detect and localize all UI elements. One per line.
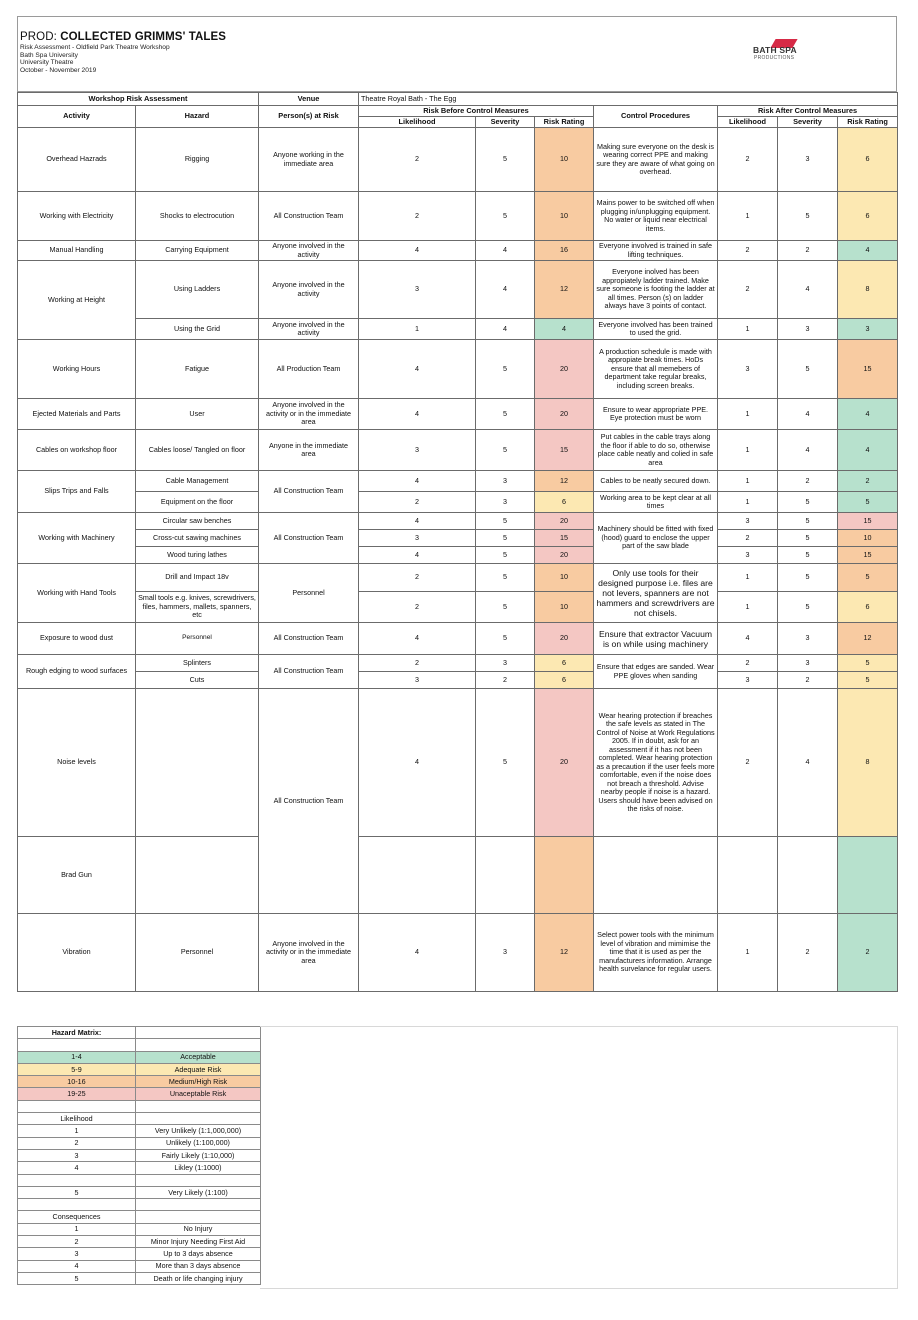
control-cell: Ensure that extractor Vacuum is on while using machinery	[594, 623, 718, 655]
table-row	[18, 530, 898, 547]
group-before: Risk Before Control Measures	[359, 106, 594, 117]
after-likelihood-cell: 2	[718, 655, 778, 672]
consequence-row: 1 No Injury	[18, 1223, 261, 1235]
control-cell: Put cables in the cable trays along the floor if able to do so, otherwise place cable neatly and colied in safe area	[594, 430, 718, 471]
activity-cell: Brad Gun	[18, 837, 136, 914]
before-severity-cell: 5	[476, 513, 535, 530]
hazard-cell: Splinters	[136, 655, 259, 672]
before-rating-cell: 12	[535, 471, 594, 492]
hazard-cell: Carrying Equipment	[136, 241, 259, 261]
control-cell: Mains power to be switched off when plugging in/unplugging equipment. No water or liquid near electrical items.	[594, 192, 718, 241]
activity-cell: Cables on workshop floor	[18, 430, 136, 471]
before-likelihood-cell: 4	[359, 241, 476, 261]
after-likelihood-cell: 2	[718, 689, 778, 837]
before-severity-cell: 5	[476, 399, 535, 430]
after-rating-cell: 6	[838, 192, 898, 241]
after-likelihood-cell: 2	[718, 261, 778, 319]
after-rating-cell: 8	[838, 689, 898, 837]
after-likelihood-cell: 3	[718, 340, 778, 399]
after-severity-cell: 3	[778, 655, 838, 672]
control-cell: Select power tools with the minimum level of vibration and mimimise the time that it is used as per the manufacturers information. Arrange health survelance for regular users.	[594, 914, 718, 992]
after-likelihood-cell: 1	[718, 914, 778, 992]
table-row	[18, 837, 898, 914]
band-label: Acceptable	[136, 1051, 261, 1063]
after-rating: Risk Rating	[838, 117, 898, 128]
before-likelihood-cell: 2	[359, 564, 476, 592]
control-cell: Ensure to wear appropriate PPE. Eye protection must be worn	[594, 399, 718, 430]
hazard-cell: Wood turing lathes	[136, 547, 259, 564]
activity-cell: Working Hours	[18, 340, 136, 399]
after-likelihood-cell: 2	[718, 530, 778, 547]
matrix-title: Hazard Matrix:	[18, 1027, 136, 1039]
table-row	[18, 192, 898, 241]
after-severity-cell: 2	[778, 914, 838, 992]
control-cell: Everyone inolved has been appropiately ladder trained. Make sure someone is footing the ladder at all times. Person (s) on ladder always have 3 points of contact.	[594, 261, 718, 319]
persons-cell: Anyone involved in the activity or in the immediate area	[259, 399, 359, 430]
before-likelihood-cell: 4	[359, 399, 476, 430]
after-likelihood-cell: 1	[718, 492, 778, 513]
consequence-row: 2 Minor Injury Needing First Aid	[18, 1236, 261, 1248]
after-severity-cell: 2	[778, 241, 838, 261]
hazard-cell: Personnel	[136, 914, 259, 992]
before-rating-cell: 20	[535, 513, 594, 530]
persons-cell: All Construction Team	[259, 513, 359, 564]
control-cell: Working area to be kept clear at all times	[594, 492, 718, 513]
persons-cell: All Construction Team	[259, 623, 359, 655]
after-severity-cell: 2	[778, 471, 838, 492]
after-severity-cell: 2	[778, 672, 838, 689]
consequence-row: 3 Up to 3 days absence	[18, 1248, 261, 1260]
col-control: Control Procedures	[594, 106, 718, 128]
activity-cell: Overhead Hazrads	[18, 128, 136, 192]
after-likelihood-cell: 1	[718, 592, 778, 623]
hazard-cell: Cables loose/ Tangled on floor	[136, 430, 259, 471]
persons-cell: Anyone involved in the activity	[259, 261, 359, 319]
hazard-cell: Circular saw benches	[136, 513, 259, 530]
col-hazard: Hazard	[136, 106, 259, 128]
likelihood-row: 3 Fairly Likely (1:10,000)	[18, 1149, 261, 1161]
before-rating-cell: 4	[535, 319, 594, 340]
header-line-2: Bath Spa University	[20, 51, 78, 59]
hazard-cell: Shocks to electrocution	[136, 192, 259, 241]
after-rating-cell: 2	[838, 471, 898, 492]
before-severity-cell: 5	[476, 530, 535, 547]
after-likelihood-cell: 1	[718, 430, 778, 471]
before-severity: Severity	[476, 117, 535, 128]
band-label: Adequate Risk	[136, 1063, 261, 1075]
after-likelihood-cell: 2	[718, 128, 778, 192]
production-title: PROD: COLLECTED GRIMMS' TALES	[20, 31, 227, 43]
before-severity-cell: 5	[476, 592, 535, 623]
after-rating-cell: 4	[838, 399, 898, 430]
hazard-cell: Equipment on the floor	[136, 492, 259, 513]
persons-cell: All Construction Team	[259, 471, 359, 513]
after-severity-cell: 3	[778, 623, 838, 655]
after-rating-cell: 2	[838, 914, 898, 992]
before-severity-cell: 3	[476, 914, 535, 992]
before-rating-cell: 20	[535, 340, 594, 399]
after-rating-cell: 3	[838, 319, 898, 340]
band-label: Medium/High Risk	[136, 1076, 261, 1088]
consequence-row: 4 More than 3 days absence	[18, 1260, 261, 1272]
before-severity-cell: 4	[476, 319, 535, 340]
before-rating: Risk Rating	[535, 117, 594, 128]
band-label: Unaceptable Risk	[136, 1088, 261, 1100]
before-rating-cell: 10	[535, 192, 594, 241]
before-severity-cell: 5	[476, 547, 535, 564]
before-severity-cell: 5	[476, 128, 535, 192]
before-likelihood-cell: 3	[359, 430, 476, 471]
before-severity-cell: 5	[476, 340, 535, 399]
matrix-band	[18, 1088, 261, 1100]
after-severity-cell: 3	[778, 128, 838, 192]
after-severity-cell: 5	[778, 564, 838, 592]
control-cell: Everyone involved has been trained to used the grid.	[594, 319, 718, 340]
table-row	[18, 914, 898, 992]
after-likelihood-cell: 3	[718, 672, 778, 689]
risk-assessment-table	[17, 92, 898, 992]
table-row	[18, 513, 898, 530]
before-likelihood-cell: 2	[359, 592, 476, 623]
control-cell: A production schedule is made with appropiate break times. HoDs ensure that all memebers of department take regular breaks, including screen breaks.	[594, 340, 718, 399]
table-row	[18, 689, 898, 837]
header-line-3: University Theatre	[20, 59, 74, 67]
before-likelihood-cell: 1	[359, 319, 476, 340]
table-row	[18, 399, 898, 430]
section-title: Workshop Risk Assessment	[18, 93, 259, 106]
activity-cell: Rough edging to wood surfaces	[18, 655, 136, 689]
venue-value: Theatre Royal Bath - The Egg	[359, 93, 898, 106]
after-severity-cell: 4	[778, 399, 838, 430]
after-severity-cell: 5	[778, 592, 838, 623]
before-rating-cell: 20	[535, 399, 594, 430]
hazard-cell: Small tools e.g. knives, screwdrivers, files, hammers, mallets, spanners, etc	[136, 592, 259, 623]
after-rating-cell: 4	[838, 241, 898, 261]
persons-cell: All Production Team	[259, 340, 359, 399]
band-range: 1-4	[18, 1051, 136, 1063]
before-likelihood-cell: 4	[359, 340, 476, 399]
after-rating-cell: 15	[838, 547, 898, 564]
after-rating-cell: 15	[838, 513, 898, 530]
persons-cell: Anyone involved in the activity	[259, 241, 359, 261]
control-cell: Machinery should be fitted with fixed (hood) guard to enclose the upper part of the saw blade	[594, 513, 718, 564]
col-activity: Activity	[18, 106, 136, 128]
before-rating-cell: 6	[535, 492, 594, 513]
after-rating-cell: 5	[838, 492, 898, 513]
after-rating-cell: 6	[838, 592, 898, 623]
before-rating-cell: 6	[535, 672, 594, 689]
after-rating-cell	[838, 837, 898, 914]
likelihood-row: 1 Very Unlikely (1:1,000,000)	[18, 1125, 261, 1137]
after-likelihood-cell: 1	[718, 471, 778, 492]
after-likelihood-cell: 3	[718, 547, 778, 564]
band-range: 19-25	[18, 1088, 136, 1100]
persons-cell: Personnel	[259, 564, 359, 623]
activity-cell: Working at Height	[18, 261, 136, 340]
before-rating-cell: 6	[535, 655, 594, 672]
header-line-4: October - November 2019	[20, 66, 97, 74]
venue-label: Venue	[259, 93, 359, 106]
before-likelihood-cell: 2	[359, 192, 476, 241]
matrix-band	[18, 1051, 261, 1063]
group-after: Risk After Control Measures	[718, 106, 898, 117]
control-cell: Making sure everyone on the desk is wearing correct PPE and making sure they are aware of what going on overhead.	[594, 128, 718, 192]
activity-cell: Working with Machinery	[18, 513, 136, 564]
before-severity-cell: 5	[476, 430, 535, 471]
hazard-cell: Personnel	[136, 623, 259, 655]
persons-cell: Anyone involved in the activity	[259, 319, 359, 340]
after-likelihood-cell: 3	[718, 513, 778, 530]
risk-assessment-sheet	[17, 16, 897, 1287]
activity-cell: Ejected Materials and Parts	[18, 399, 136, 430]
before-likelihood-cell: 4	[359, 914, 476, 992]
hazard-cell: Rigging	[136, 128, 259, 192]
after-severity-cell: 5	[778, 547, 838, 564]
table-row	[18, 471, 898, 492]
after-rating-cell: 15	[838, 340, 898, 399]
persons-cell: Anyone working in the immediate area	[259, 128, 359, 192]
before-likelihood-cell: 4	[359, 513, 476, 530]
persons-cell: All Construction Team	[259, 655, 359, 689]
before-likelihood-cell: 2	[359, 655, 476, 672]
band-range: 5-9	[18, 1063, 136, 1075]
document-header	[17, 16, 897, 92]
before-severity-cell: 2	[476, 672, 535, 689]
before-likelihood-cell: 2	[359, 492, 476, 513]
bath-spa-productions-logo: BATH SPA PRODUCTIONS	[753, 39, 815, 69]
hazard-cell: Cross-cut sawing machines	[136, 530, 259, 547]
hazard-cell	[136, 837, 259, 914]
after-rating-cell: 5	[838, 564, 898, 592]
before-likelihood-cell	[359, 837, 476, 914]
likelihood-row: 4 Likley (1:1000)	[18, 1162, 261, 1174]
control-cell: Cables to be neatly secured down.	[594, 471, 718, 492]
activity-cell: Noise levels	[18, 689, 136, 837]
likelihood-row: 5 Very Likely (1:100)	[18, 1186, 261, 1198]
before-rating-cell: 15	[535, 430, 594, 471]
after-likelihood-cell	[718, 837, 778, 914]
before-severity-cell: 4	[476, 261, 535, 319]
after-severity-cell: 4	[778, 261, 838, 319]
before-severity-cell: 3	[476, 655, 535, 672]
after-likelihood-cell: 2	[718, 241, 778, 261]
before-severity-cell	[476, 837, 535, 914]
hazard-cell: Drill and Impact 18v	[136, 564, 259, 592]
band-range: 10-16	[18, 1076, 136, 1088]
control-cell: Ensure that edges are sanded. Wear PPE gloves when sanding	[594, 655, 718, 689]
after-likelihood-cell: 1	[718, 399, 778, 430]
hazard-cell	[136, 689, 259, 837]
before-likelihood-cell: 3	[359, 530, 476, 547]
after-rating-cell: 10	[838, 530, 898, 547]
table-row	[18, 340, 898, 399]
after-severity-cell: 5	[778, 492, 838, 513]
hazard-cell: Fatigue	[136, 340, 259, 399]
before-likelihood-cell: 4	[359, 689, 476, 837]
before-likelihood-cell: 3	[359, 261, 476, 319]
after-severity-cell	[778, 837, 838, 914]
after-likelihood: Likelihood	[718, 117, 778, 128]
table-row	[18, 261, 898, 319]
table-row	[18, 623, 898, 655]
control-cell	[594, 837, 718, 914]
table-row	[18, 128, 898, 192]
before-severity-cell: 5	[476, 564, 535, 592]
persons-cell: Anyone involved in the activity or in the immediate area	[259, 914, 359, 992]
consequences-title: Consequences	[18, 1211, 136, 1223]
before-severity-cell: 5	[476, 192, 535, 241]
consequence-row: 5 Death or life changing injury	[18, 1272, 261, 1284]
after-severity-cell: 5	[778, 513, 838, 530]
after-rating-cell: 8	[838, 261, 898, 319]
after-severity-cell: 5	[778, 340, 838, 399]
after-severity-cell: 5	[778, 530, 838, 547]
before-severity-cell: 5	[476, 623, 535, 655]
hazard-cell: Using Ladders	[136, 261, 259, 319]
before-rating-cell: 12	[535, 261, 594, 319]
persons-cell: Anyone in the immediate area	[259, 430, 359, 471]
before-likelihood-cell: 4	[359, 471, 476, 492]
matrix-band	[18, 1076, 261, 1088]
table-row	[18, 655, 898, 672]
table-row	[18, 672, 898, 689]
table-row	[18, 430, 898, 471]
hazard-cell: Cable Management	[136, 471, 259, 492]
after-severity: Severity	[778, 117, 838, 128]
control-cell: Only use tools for their designed purpose i.e. files are not levers, spanners are not hammers and screwdrivers are not chisels.	[594, 564, 718, 623]
table-row	[18, 547, 898, 564]
after-rating-cell: 12	[838, 623, 898, 655]
before-likelihood-cell: 4	[359, 547, 476, 564]
hazard-matrix	[17, 1026, 261, 1285]
before-severity-cell: 3	[476, 492, 535, 513]
table-row	[18, 319, 898, 340]
table-row	[18, 564, 898, 592]
hazard-cell: Cuts	[136, 672, 259, 689]
after-rating-cell: 5	[838, 655, 898, 672]
activity-cell: Slips Trips and Falls	[18, 471, 136, 513]
after-likelihood-cell: 1	[718, 319, 778, 340]
activity-cell: Manual Handling	[18, 241, 136, 261]
before-rating-cell: 12	[535, 914, 594, 992]
matrix-band	[18, 1063, 261, 1075]
after-rating-cell: 6	[838, 128, 898, 192]
after-severity-cell: 3	[778, 319, 838, 340]
before-severity-cell: 4	[476, 241, 535, 261]
before-rating-cell: 10	[535, 128, 594, 192]
before-severity-cell: 3	[476, 471, 535, 492]
before-rating-cell: 20	[535, 689, 594, 837]
activity-cell: Working with Hand Tools	[18, 564, 136, 623]
after-likelihood-cell: 1	[718, 564, 778, 592]
after-likelihood-cell: 4	[718, 623, 778, 655]
before-severity-cell: 5	[476, 689, 535, 837]
before-rating-cell: 15	[535, 530, 594, 547]
before-rating-cell: 20	[535, 547, 594, 564]
header-line-1: Risk Assessment - Oldfield Park Theatre Workshop	[20, 44, 170, 51]
col-persons: Person(s) at Risk	[259, 106, 359, 128]
table-row	[18, 492, 898, 513]
before-likelihood-cell: 3	[359, 672, 476, 689]
likelihood-title: Likelihood	[18, 1113, 136, 1125]
before-likelihood-cell: 4	[359, 623, 476, 655]
after-severity-cell: 4	[778, 689, 838, 837]
hazard-cell: User	[136, 399, 259, 430]
before-rating-cell: 16	[535, 241, 594, 261]
matrix-side-panel	[260, 1026, 898, 1289]
before-rating-cell: 10	[535, 592, 594, 623]
before-likelihood: Likelihood	[359, 117, 476, 128]
after-severity-cell: 4	[778, 430, 838, 471]
control-cell: Wear hearing protection if breaches the safe levels as stated in The Control of Noise at Work Regulations 2005. If in doubt, ask for an assessment if it has not been completed. Wear hearing protection as a precaution if the user feels more comfortable, even if the noise does not breach a threshold. Advise nearby people if noise is a hazard. Users should have been advised on the risks of noise.	[594, 689, 718, 837]
before-rating-cell: 10	[535, 564, 594, 592]
activity-cell: Vibration	[18, 914, 136, 992]
table-row	[18, 241, 898, 261]
before-likelihood-cell: 2	[359, 128, 476, 192]
persons-cell: All Construction Team	[259, 689, 359, 914]
control-cell: Everyone involved is trained in safe lifting techniques.	[594, 241, 718, 261]
before-rating-cell: 20	[535, 623, 594, 655]
likelihood-row: 2 Unlikely (1:100,000)	[18, 1137, 261, 1149]
hazard-cell: Using the Grid	[136, 319, 259, 340]
table-row	[18, 592, 898, 623]
after-rating-cell: 4	[838, 430, 898, 471]
before-rating-cell	[535, 837, 594, 914]
activity-cell: Exposure to wood dust	[18, 623, 136, 655]
persons-cell: All Construction Team	[259, 192, 359, 241]
after-severity-cell: 5	[778, 192, 838, 241]
activity-cell: Working with Electricity	[18, 192, 136, 241]
after-likelihood-cell: 1	[718, 192, 778, 241]
after-rating-cell: 5	[838, 672, 898, 689]
